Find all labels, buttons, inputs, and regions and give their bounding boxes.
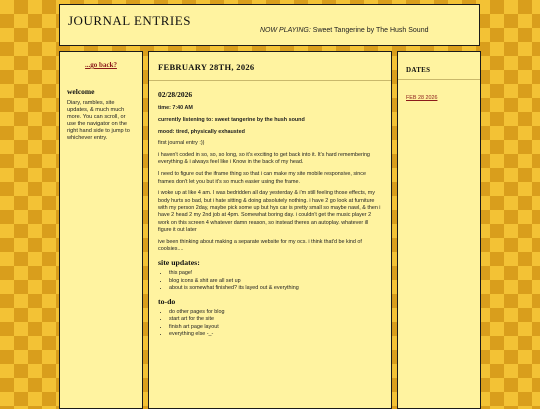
list-item: • do other pages for blog	[169, 309, 382, 316]
divider	[149, 80, 391, 81]
list-item: • finish art page layout	[169, 324, 382, 331]
list-item: • start art for the site	[169, 316, 382, 323]
todo-title: to-do	[158, 297, 176, 307]
entry-paragraph: ive been thinking about making a separate website for my ocs. i think that'd be kind of coolsies....	[158, 238, 362, 252]
now-playing-track: Sweet Tangerine by The Hush Sound	[312, 27, 429, 34]
left-sidebar	[59, 51, 143, 409]
entry-mood: mood: tired, physically exhausted	[158, 128, 245, 135]
go-back-link[interactable]: ...go back?	[85, 61, 117, 69]
divider	[398, 79, 480, 80]
todo-list	[158, 309, 382, 338]
right-navigator	[397, 51, 481, 409]
header-panel	[59, 4, 480, 46]
journal-entry-panel[interactable]	[148, 51, 392, 409]
now-playing	[260, 27, 429, 34]
entry-heading: FEBRUARY 28TH, 2026	[158, 62, 255, 72]
list-item: • blog icons & shit are all set up	[169, 278, 382, 285]
date-link-feb-28[interactable]: FEB 28 2026	[406, 95, 438, 101]
list-item: • everything else -_-	[169, 331, 382, 338]
now-playing-label: NOW PLAYING:	[260, 27, 311, 34]
entry-time: time: 7:40 AM	[158, 105, 193, 111]
list-item: • this page!	[169, 270, 382, 277]
entry-date: 02/28/2026	[158, 90, 193, 99]
entry-listening: currently listening to: sweet tangerine by the hush sound	[158, 116, 305, 123]
site-updates-list	[158, 270, 382, 292]
welcome-title: welcome	[67, 87, 95, 96]
entry-paragraph: first journal entry :))	[158, 140, 205, 147]
entry-paragraph: I need to figure out the iframe thing so that i can make my site mobile responsive, since frames don't let you but it's so much easier using the frame.	[158, 171, 366, 185]
entry-paragraph: i haven't coded in so, so, so long, so it's exciting to get back into it. It's hard remembering everything & i always feel like i Know in the back of my head.	[158, 152, 370, 166]
welcome-text: Diary, rambles, site updates, & much much more. You can scroll, or use the navigator on the right hand side to jump to whichever entry.	[67, 100, 130, 141]
list-item: • about is somewhat finished? its layed out & everything	[169, 285, 382, 292]
page-title: JOURNAL ENTRIES	[68, 13, 191, 28]
dates-title: DATES	[406, 66, 431, 74]
site-updates-title: site updates:	[158, 258, 200, 268]
entry-paragraph: i woke up at like 4 am. I was bedridden all day yesterday & i'm still feeling those effects, my body hurts so bad, but i hate sitting & doing absolutely nothing. i have 2 go look at furniture with my person 2day, maybe pick some up but hys car is pretty small so maybe nawl, & then i have 2 head 2 my 2nd job at 4pm. Somewhat boring day. i couldn't get the music player 2 work on this screen 4 whatever damn reason, so instead theres an autoplay. whatever ill figure it out later	[158, 190, 381, 233]
